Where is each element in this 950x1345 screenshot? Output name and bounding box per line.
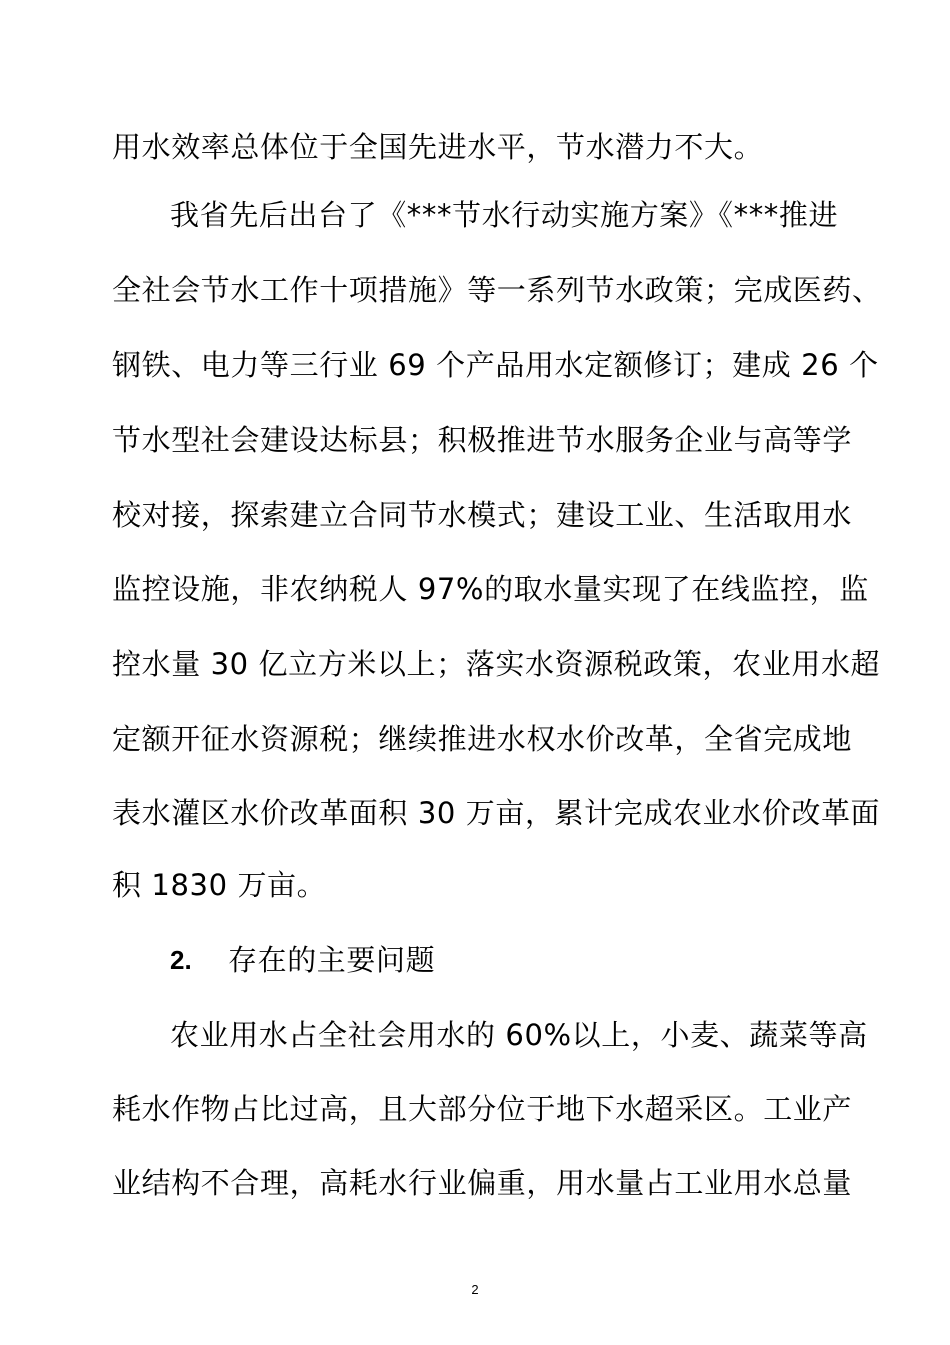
paragraph-line: 耗水作物占比过高，且大部分位于地下水超采区。工业产: [112, 1092, 853, 1126]
paragraph-line: 农业用水占全社会用水的 60%以上，小麦、蔬菜等高: [170, 1018, 868, 1052]
paragraph-line: 校对接，探索建立合同节水模式；建设工业、生活取用水: [112, 498, 853, 532]
section-number: 2.: [170, 945, 192, 975]
paragraph-line: 节水型社会建设达标县；积极推进节水服务企业与高等学: [112, 423, 853, 457]
paragraph-line: 用水效率总体位于全国先进水平，节水潜力不大。: [112, 130, 764, 164]
paragraph-line: 钢铁、电力等三行业 69 个产品用水定额修订；建成 26 个: [112, 348, 879, 382]
paragraph-line: 表水灌区水价改革面积 30 万亩，累计完成农业水价改革面: [112, 796, 881, 830]
paragraph-line: 监控设施，非农纳税人 97%的取水量实现了在线监控，监: [112, 572, 869, 606]
paragraph-line: 定额开征水资源税；继续推进水权水价改革，全省完成地: [112, 722, 853, 756]
paragraph-line: 全社会节水工作十项措施》等一系列节水政策；完成医药、: [112, 273, 882, 307]
paragraph-line: 积 1830 万亩。: [112, 868, 327, 902]
paragraph-line: 控水量 30 亿立方米以上；落实水资源税政策，农业用水超: [112, 647, 881, 681]
section-heading: 存在的主要问题: [228, 943, 436, 977]
paragraph-line: 业结构不合理，高耗水行业偏重，用水量占工业用水总量: [112, 1166, 853, 1200]
page-number: 2: [471, 1282, 479, 1297]
paragraph-line: 我省先后出台了《***节水行动实施方案》《***推进: [170, 198, 839, 232]
